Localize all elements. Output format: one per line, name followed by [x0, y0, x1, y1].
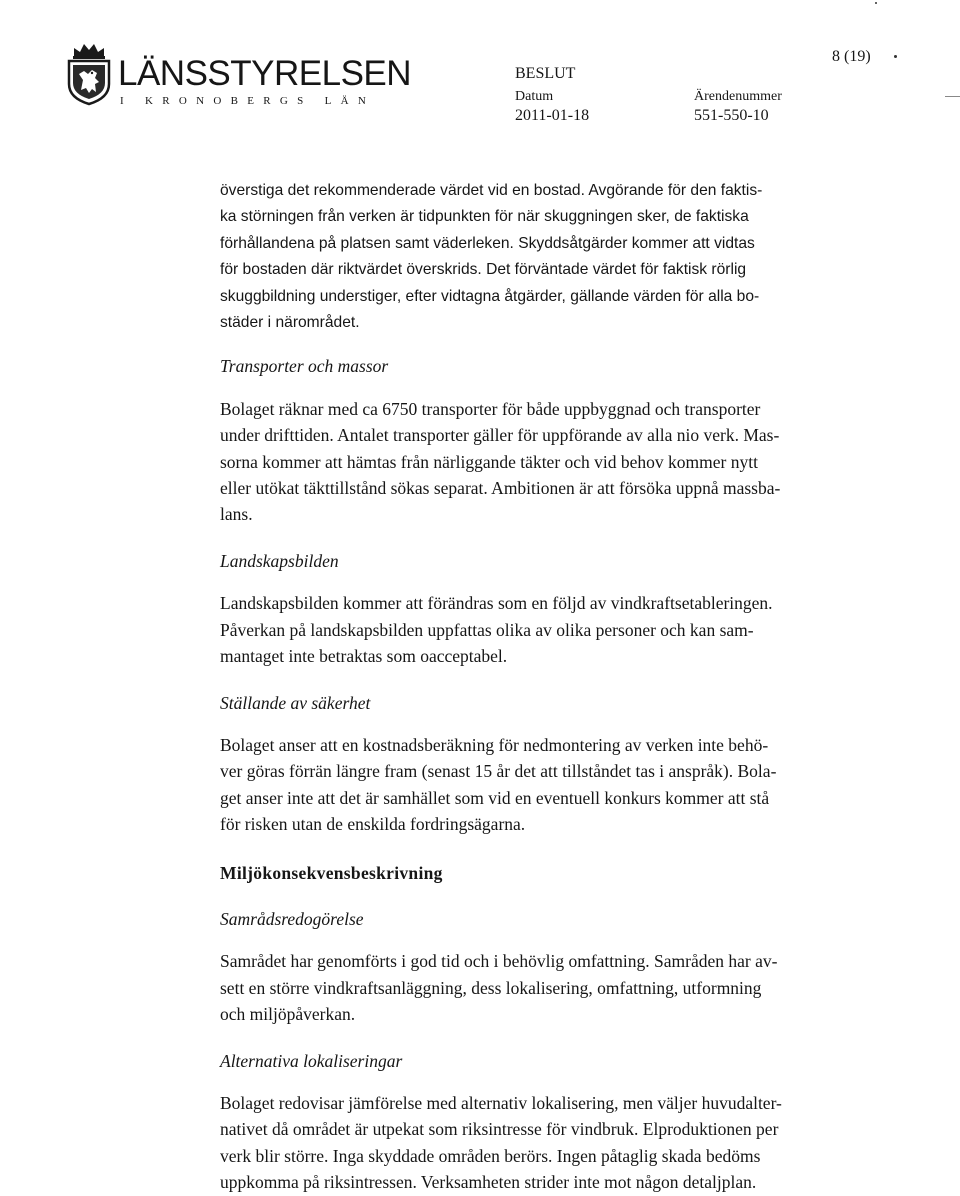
text-line: för bostaden där riktvärdet överskrids. Det förväntade värdet för faktisk rörlig — [220, 261, 747, 279]
edge-rule — [945, 96, 960, 97]
text-line: nativet då området är utpekat som riksintresse för vindbruk. Elproduktionen per — [220, 1119, 779, 1140]
heading-security: Ställande av säkerhet — [220, 692, 371, 713]
text-line: verk blir större. Inga skyddade områden berörs. Ingen påtaglig skada bedöms — [220, 1145, 761, 1166]
text-line: Bolaget anser att en kostnadsberäkning för nedmontering av verken inte behö- — [220, 734, 769, 755]
case-number-value: 551-550-10 — [694, 107, 769, 124]
text-line: ver göras förrän längre fram (senast 15 år det att tillståndet tas i anspråk). Bola- — [220, 761, 777, 782]
text-line: skuggbildning understiger, efter vidtagna åtgärder, gällande värden för alla bo- — [220, 287, 760, 305]
text-line: get anser inte att det är samhället som vid en eventuell konkurs kommer att stå — [220, 787, 770, 808]
text-line: Landskapsbilden kommer att förändras som en följd av vindkraftsetableringen. — [220, 593, 773, 614]
document-body — [220, 178, 860, 1196]
transport-paragraph — [220, 396, 860, 528]
date-value: 2011-01-18 — [515, 107, 590, 124]
text-line: under drifttiden. Antalet transporter gäller för uppförande av alla nio verk. Mas- — [220, 425, 780, 446]
text-line: för risken utan de enskilda fordringsägarna. — [220, 814, 526, 835]
heading-consultation: Samrådsredogörelse — [220, 908, 364, 929]
text-line: eller utökat täkttillstånd sökas separat. Ambitionen är att försöka uppnå massba- — [220, 478, 781, 499]
text-line: uppkomma på riksintressen. Verksamheten strider inte mot någon detaljplan. — [220, 1172, 757, 1193]
text-line: sett en större vindkraftsanläggning, dess lokalisering, omfattning, utformning — [220, 977, 762, 998]
county-crest-icon — [64, 40, 114, 106]
page-number: 8 (19) — [832, 48, 871, 65]
text-line: Bolaget räknar med ca 6750 transporter för både uppbyggnad och transporter — [220, 398, 761, 419]
intro-paragraph — [220, 178, 860, 336]
text-line: lans. — [220, 504, 253, 525]
text-line: Samrådet har genomförts i god tid och i behövlig omfattning. Samråden har av- — [220, 951, 778, 972]
text-line: överstiga det rekommenderade värdet vid en bostad. Avgörande för den faktis- — [220, 182, 763, 199]
consultation-paragraph — [220, 948, 860, 1027]
text-line: Påverkan på landskapsbilden uppfattas olika av olika personer och kan sam- — [220, 619, 754, 640]
date-label: Datum — [515, 89, 554, 104]
heading-alternatives: Alternativa lokaliseringar — [220, 1050, 403, 1071]
scan-mark — [894, 55, 897, 58]
text-line: städer i närområdet. — [220, 314, 360, 332]
organization-subtitle: I KRONOBERGS LÄN — [120, 95, 376, 107]
case-number-label: Ärendenummer — [694, 89, 782, 104]
text-line: sorna kommer att hämtas från närliggande täkter och vid behov kommer nytt — [220, 451, 758, 472]
text-line: ka störningen från verken är tidpunkten för när skuggningen sker, de faktiska — [220, 208, 749, 226]
security-paragraph — [220, 732, 860, 838]
text-line: och miljöpåverkan. — [220, 1004, 356, 1025]
text-line: förhållandena på platsen samt väderleken. Skyddsåtgärder kommer att vidtas — [220, 234, 755, 252]
landscape-paragraph — [220, 590, 860, 669]
text-line: mantaget inte betraktas som oacceptabel. — [220, 646, 508, 667]
scan-mark-top — [875, 2, 877, 4]
heading-landscape: Landskapsbilden — [220, 550, 339, 571]
section-heading-eia: Miljökonsekvensbeskrivning — [220, 862, 443, 883]
heading-transport: Transporter och massor — [220, 356, 389, 377]
alternatives-paragraph — [220, 1090, 860, 1196]
text-line: Bolaget redovisar jämförelse med alternativ lokalisering, men väljer huvudalter- — [220, 1092, 782, 1113]
letterhead — [0, 0, 960, 140]
organization-name: LÄNSSTYRELSEN — [118, 54, 412, 93]
document-type: BESLUT — [515, 65, 576, 82]
